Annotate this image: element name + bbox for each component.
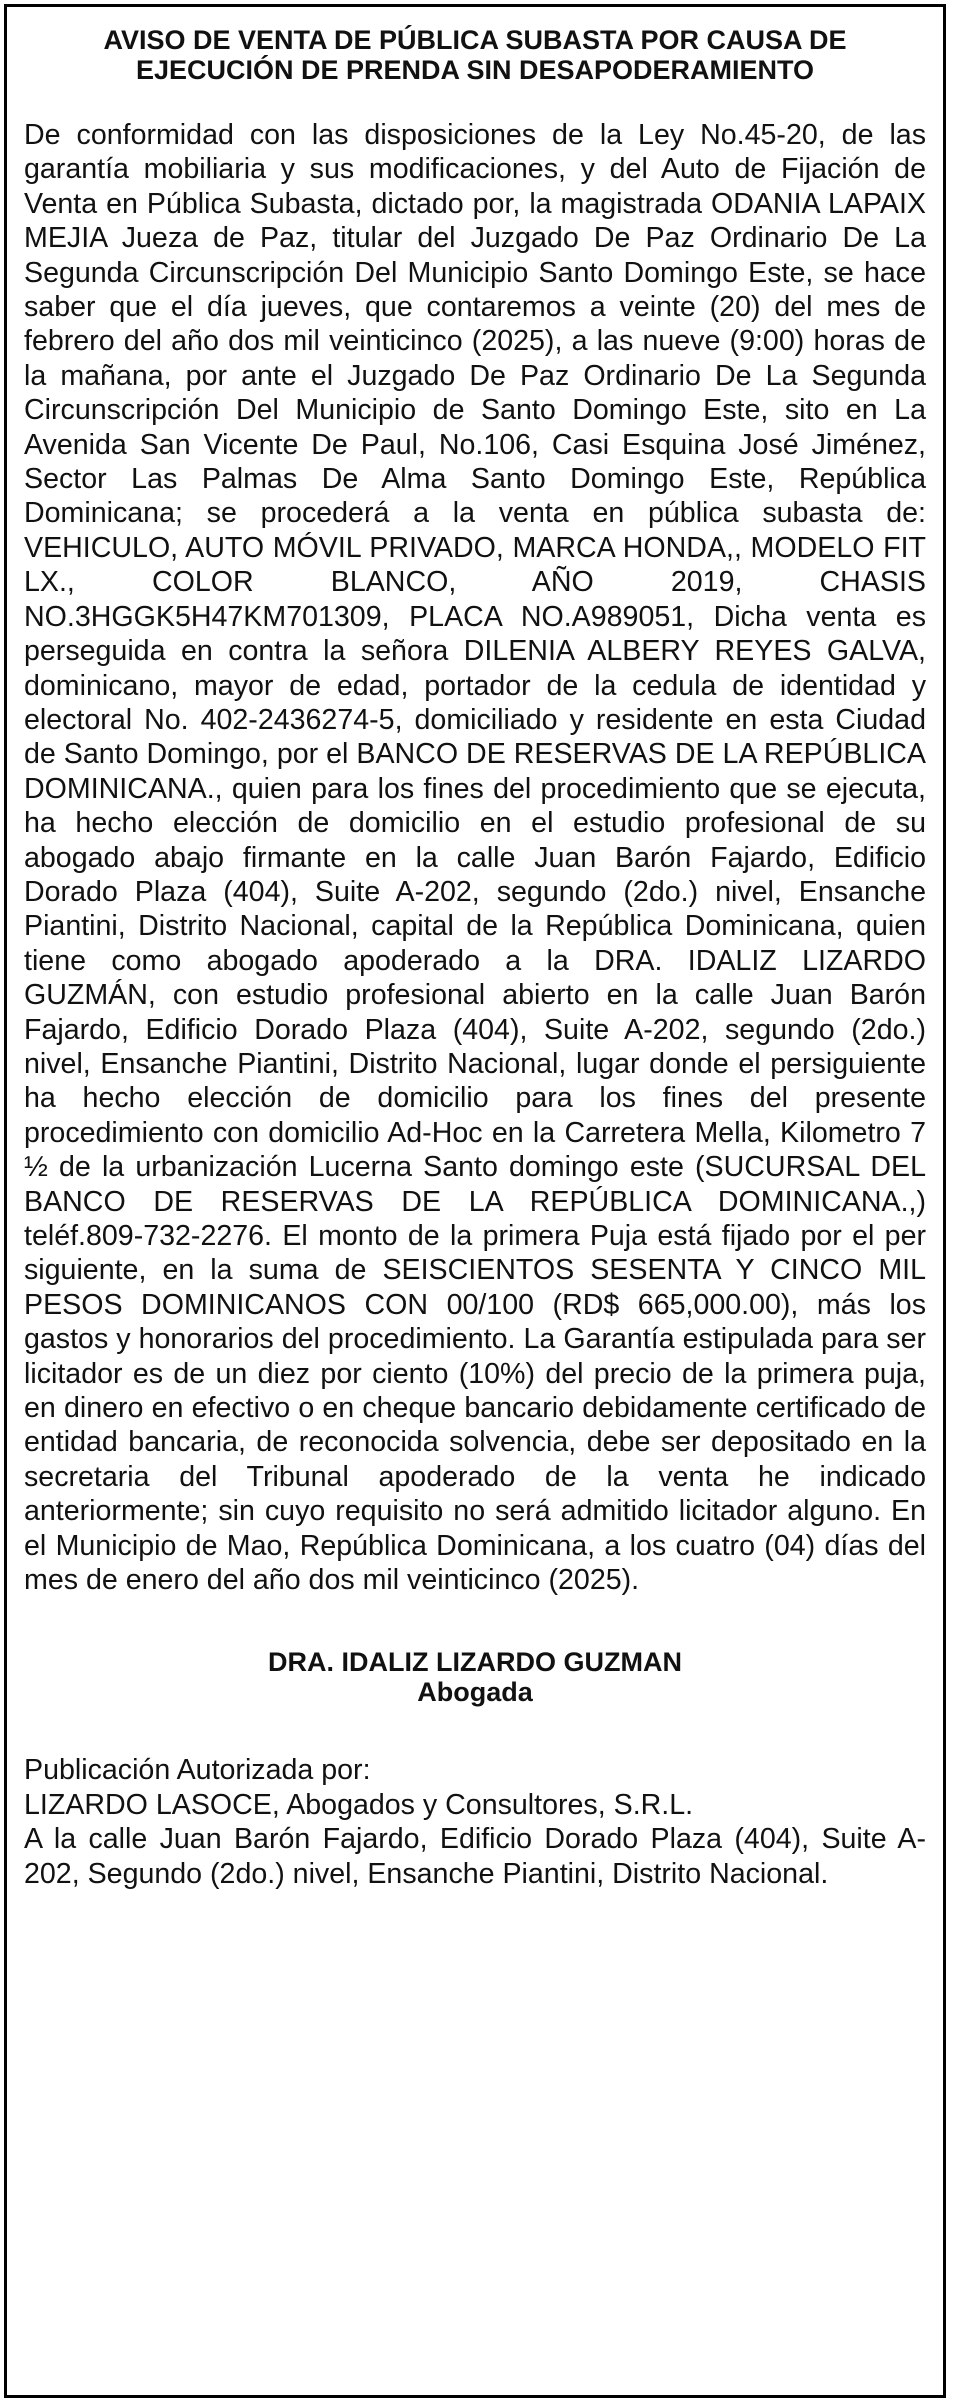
publication-block — [24, 1753, 926, 1891]
notice-title-line-2: EJECUCIÓN DE PRENDA SIN DESAPODERAMIENTO — [135, 55, 815, 85]
notice-content — [24, 19, 926, 1891]
publication-address: A la calle Juan Barón Fajardo, Edificio Dorado Plaza (404), Suite A-202, Segundo (2do.) nivel, Ensanche Piantini, Distrito Nacional. — [24, 1823, 926, 1890]
notice-body: De conformidad con las disposiciones de la Ley No.45-20, de las garantía mobiliaria y sus modificaciones, y del Auto de Fijación de Venta en Pública Subasta, dictado por, la magistrada ODANIA LAPAIX MEJIA Jueza de Paz, titular del Juzgado De Paz Ordinario De La Segunda Circunscripción Del Municipio Santo Domingo Este, se hace saber que el día jueves, que contaremos a veinte (20) del mes de febrero del año dos mil veinticinco (2025), a las nueve (9:00) horas de la mañana, por ante el Juzgado De Paz Ordinario De La Segunda Circunscripción Del Municipio de Santo Domingo Este, sito en La Avenida San Vicente De Paul, No.106, Casi Esquina José Jiménez, Sector Las Palmas De Alma Santo Domingo Este, República Dominicana; se procederá a la venta en pública subasta de: VEHICULO, AUTO MÓVIL PRIVADO, MARCA HONDA,, MODELO FIT LX., COLOR BLANCO, AÑO 2019, CHASIS NO.3HGGK5H47KM701309, PLACA NO.A989051, Dicha venta es perseguida en contra la señora DILENIA ALBERY REYES GALVA, dominicano, mayor de edad, portador de la cedula de identidad y electoral No. 402-2436274-5, domiciliado y residente en esta Ciudad de Santo Domingo, por el BANCO DE RESERVAS DE LA REPÚBLICA DOMINICANA., quien para los fines del procedimiento que se ejecuta, ha hecho elección de domicilio en el estudio profesional de su abogado abajo firmante en la calle Juan Barón Fajardo, Edificio Dorado Plaza (404), Suite A-202, segundo (2do.) nivel, Ensanche Piantini, Distrito Nacional, capital de la República Dominicana, quien tiene como abogado apoderado a la DRA. IDALIZ LIZARDO GUZMÁN, con estudio profesional abierto en la calle Juan Barón Fajardo, Edificio Dorado Plaza (404), Suite A-202, segundo (2do.) nivel, Ensanche Piantini, Distrito Nacional, lugar donde el persiguiente ha hecho elección de domicilio para los fines del presente procedimiento con domicilio Ad-Hoc en la Carretera Mella, Kilometro 7 ½ de la urbanización Lucerna Santo domingo este (SUCURSAL DEL BANCO DE RESERVAS DE LA REPÚBLICA DOMINICANA.,) teléf.809-732-2276. El monto de la primera Puja está fijado por el per siguiente, en la suma de SEISCIENTOS SESENTA Y CINCO MIL PESOS DOMINICANOS CON 00/100 (RD$ 665,000.00), más los gastos y honorarios del procedimiento. La Garantía estipulada para ser licitador es de un diez por ciento (10%) del precio de la primera puja, en dinero en efectivo o en cheque bancario debidamente certificado de entidad bancaria, de reconocida solvencia, debe ser depositado en la secretaria del Tribunal apoderado de la venta he indicado anteriormente; sin cuyo requisito no será admitido licitador alguno. En el Municipio de Mao, República Dominicana, a los cuatro (04) días del mes de enero del año dos mil veinticinco (2025). — [24, 119, 926, 1597]
notice-title — [24, 25, 926, 85]
signature-block — [24, 1647, 926, 1707]
signatory-role: Abogada — [417, 1677, 533, 1708]
notice-frame — [4, 4, 946, 2398]
signatory-name: DRA. IDALIZ LIZARDO GUZMAN — [268, 1647, 682, 1678]
publication-firm: LIZARDO LASOCE, Abogados y Consultores, S.R.L. — [24, 1788, 694, 1821]
publication-label: Publicación Autorizada por: — [24, 1754, 371, 1787]
notice-title-line-1: AVISO DE VENTA DE PÚBLICA SUBASTA POR CAUSA DE — [103, 25, 847, 55]
